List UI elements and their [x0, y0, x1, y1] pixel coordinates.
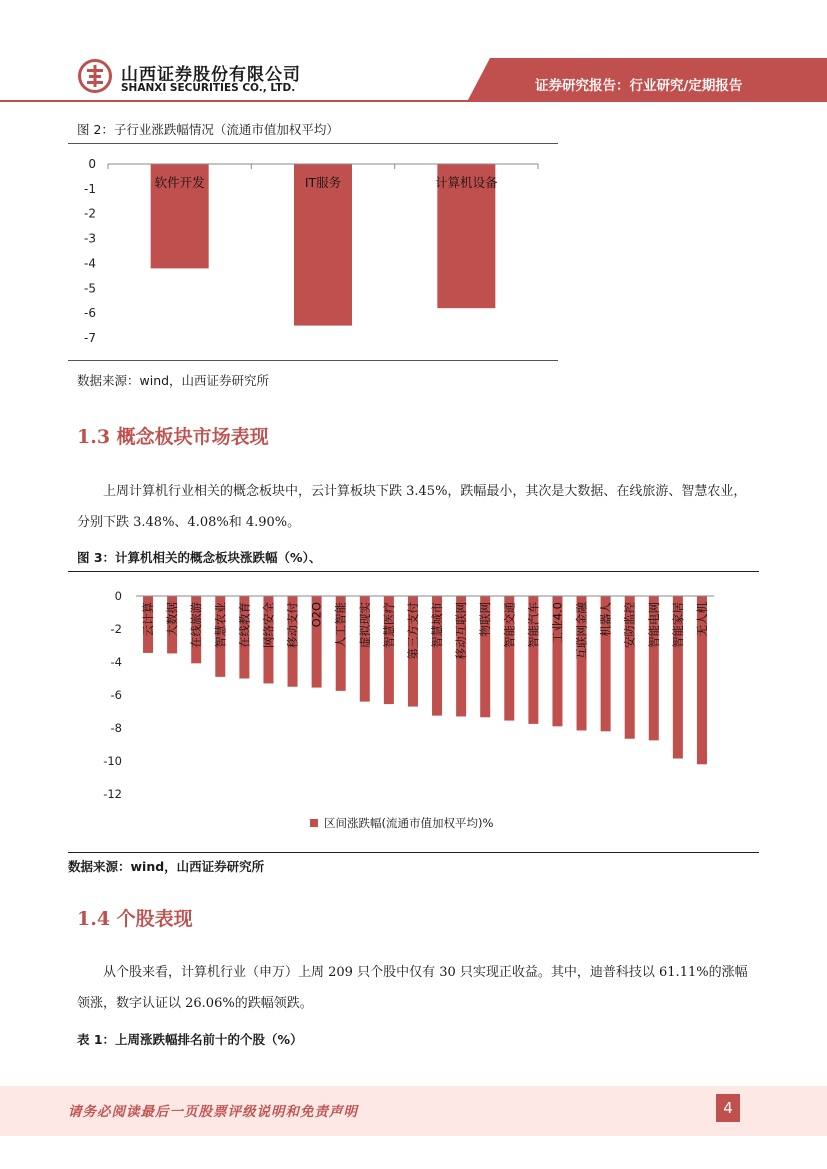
category-label: 智慧农业: [213, 602, 228, 648]
y-tick-label: -12: [103, 787, 122, 801]
y-tick-label: -7: [84, 331, 96, 345]
y-tick-label: -4: [84, 256, 96, 271]
category-label: 人工智能: [333, 602, 348, 648]
fig3-caption: 图 3：计算机相关的概念板块涨跌幅（%）、: [77, 550, 322, 565]
category-label: 大数据: [165, 602, 180, 637]
fig2-bottom-rule: [68, 360, 558, 361]
category-label: 在线旅游: [189, 602, 204, 648]
header-divider: [0, 100, 827, 102]
y-tick-label: -5: [84, 281, 96, 296]
category-label: 智能汽车: [526, 602, 541, 648]
category-label: 智能交通: [502, 602, 517, 648]
report-type: 证券研究报告：行业研究/定期报告: [535, 78, 743, 94]
category-label: 云计算: [141, 602, 156, 637]
category-label: 智能电网: [646, 602, 661, 648]
fig3-top-rule: [68, 571, 759, 572]
category-label: 工业4.0: [550, 602, 565, 644]
company-logo-icon: [78, 59, 112, 93]
category-label: 智慧医疗: [381, 602, 396, 648]
category-label: 计算机设备: [435, 175, 498, 190]
y-tick-label: -6: [84, 306, 96, 321]
category-label: 机器人: [598, 602, 613, 637]
category-label: 智慧城市: [430, 602, 445, 648]
y-tick-label: -2: [84, 206, 96, 221]
y-tick-label: 0: [88, 157, 96, 171]
legend-label: 区间涨跌幅(流通市值加权平均)%: [324, 816, 494, 830]
fig2-top-rule: [68, 143, 558, 144]
fig3-legend: [310, 815, 493, 831]
y-tick-label: -3: [84, 231, 96, 246]
category-label: 在线教育: [237, 602, 252, 648]
y-tick-label: -10: [103, 754, 122, 768]
category-label: 无人机: [694, 602, 709, 637]
category-label: 虚拟现实: [357, 602, 372, 648]
fig3-source: 数据来源：wind，山西证券研究所: [68, 859, 265, 874]
y-tick-label: -4: [110, 655, 122, 669]
category-label: 移动互联网: [454, 602, 469, 660]
company-name-en: SHANXI SECURITIES CO., LTD.: [121, 82, 296, 94]
section-1-3-title: 1.3 概念板块市场表现: [77, 426, 269, 448]
fig2-caption: 图 2：子行业涨跌幅情况（流通市值加权平均）: [77, 122, 339, 137]
y-tick-label: -8: [110, 721, 122, 735]
legend-swatch: [310, 819, 318, 827]
fig3-chart: [68, 578, 759, 828]
category-label: 网络安全: [261, 602, 276, 648]
fig3-bottom-rule: [68, 852, 759, 853]
category-label: 安防监控: [622, 602, 637, 648]
category-label: O2O: [309, 602, 324, 628]
company-name-cn: 山西证券股份有限公司: [121, 65, 301, 85]
page-number: 4: [716, 1094, 740, 1122]
category-label: 软件开发: [154, 175, 205, 190]
category-label: 智能家居: [670, 602, 685, 648]
table1-caption: 表 1：上周涨跌幅排名前十的个股（%）: [77, 1032, 303, 1047]
section-1-3-paragraph: 上周计算机行业相关的概念板块中，云计算板块下跌 3.45%，跌幅最小，其次是大数据、在线旅游、智慧农业，分别下跌 3.48%、4.08%和 4.90%。: [77, 484, 747, 530]
category-label: 第三方支付: [405, 602, 420, 660]
category-label: 移动支付: [285, 602, 300, 648]
category-label: 物联网: [478, 602, 493, 637]
page-header: [0, 0, 827, 102]
category-label: IT服务: [304, 175, 342, 190]
section-1-4-paragraph: 从个股来看，计算机行业（申万）上周 209 只个股中仅有 30 只实现正收益。其中，迪普科技以 61.11%的涨幅领涨，数字认证以 26.06%的跌幅领跌。: [77, 965, 748, 1011]
category-label: 互联网金融: [574, 602, 589, 660]
y-tick-label: -1: [84, 181, 96, 196]
fig2-source: 数据来源：wind，山西证券研究所: [77, 373, 270, 388]
section-1-4-title: 1.4 个股表现: [77, 908, 193, 930]
footer-disclaimer: 请务必阅读最后一页股票评级说明和免责声明: [68, 1104, 358, 1120]
y-tick-label: 0: [114, 589, 122, 603]
fig2-chart: [68, 150, 558, 350]
y-tick-label: -2: [110, 622, 122, 636]
y-tick-label: -6: [110, 688, 122, 702]
